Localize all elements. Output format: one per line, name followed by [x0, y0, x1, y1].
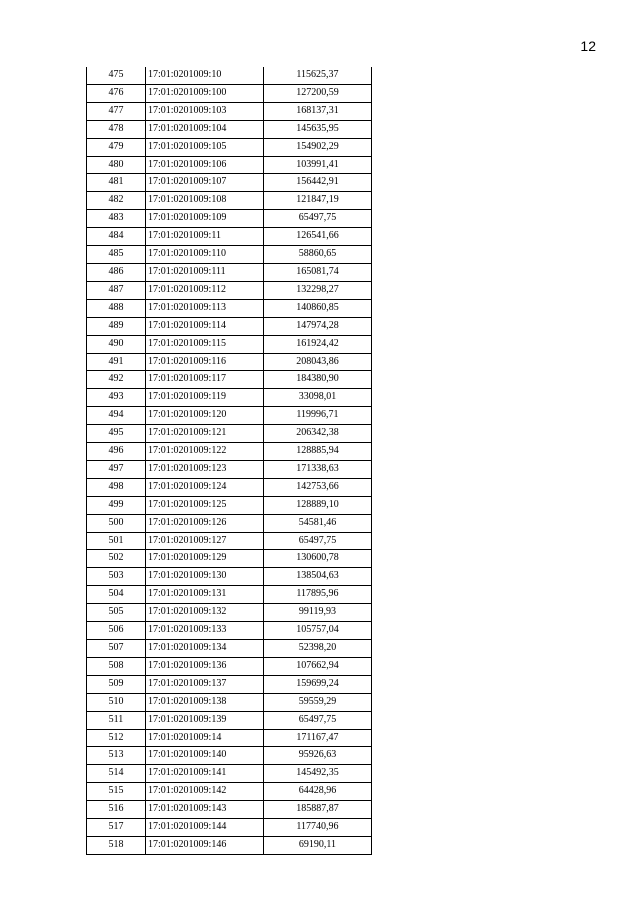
cadastral-value-cell: 119996,71 [264, 407, 372, 425]
row-number-cell: 511 [87, 711, 146, 729]
row-number-cell: 510 [87, 693, 146, 711]
cadastral-number-cell: 17:01:0201009:136 [146, 657, 264, 675]
row-number-cell: 518 [87, 836, 146, 854]
cadastral-number-cell: 17:01:0201009:10 [146, 67, 264, 84]
row-number-cell: 504 [87, 586, 146, 604]
cadastral-value-cell: 159699,24 [264, 675, 372, 693]
cadastral-number-cell: 17:01:0201009:129 [146, 550, 264, 568]
cadastral-value-cell: 171167,47 [264, 729, 372, 747]
cadastral-number-cell: 17:01:0201009:143 [146, 801, 264, 819]
row-number-cell: 487 [87, 281, 146, 299]
table-row [87, 819, 372, 837]
table-body [87, 67, 372, 854]
cadastral-number-cell: 17:01:0201009:109 [146, 210, 264, 228]
row-number-cell: 500 [87, 514, 146, 532]
cadastral-value-cell: 95926,63 [264, 747, 372, 765]
table-row [87, 443, 372, 461]
row-number-cell: 485 [87, 246, 146, 264]
row-number-cell: 497 [87, 460, 146, 478]
table-row [87, 246, 372, 264]
table-row [87, 120, 372, 138]
row-number-cell: 515 [87, 783, 146, 801]
table-row [87, 317, 372, 335]
cadastral-number-cell: 17:01:0201009:125 [146, 496, 264, 514]
cadastral-number-cell: 17:01:0201009:141 [146, 765, 264, 783]
table-row [87, 532, 372, 550]
cadastral-number-cell: 17:01:0201009:115 [146, 335, 264, 353]
cadastral-value-cell: 117895,96 [264, 586, 372, 604]
table-row [87, 353, 372, 371]
cadastral-value-cell: 161924,42 [264, 335, 372, 353]
cadastral-number-cell: 17:01:0201009:106 [146, 156, 264, 174]
cadastral-value-cell: 105757,04 [264, 622, 372, 640]
cadastral-value-cell: 121847,19 [264, 192, 372, 210]
cadastral-value-cell: 65497,75 [264, 210, 372, 228]
table-row [87, 460, 372, 478]
cadastral-number-cell: 17:01:0201009:11 [146, 228, 264, 246]
cadastral-value-cell: 156442,91 [264, 174, 372, 192]
table-row [87, 407, 372, 425]
row-number-cell: 492 [87, 371, 146, 389]
cadastral-number-cell: 17:01:0201009:137 [146, 675, 264, 693]
row-number-cell: 478 [87, 120, 146, 138]
cadastral-number-cell: 17:01:0201009:131 [146, 586, 264, 604]
cadastral-value-cell: 128889,10 [264, 496, 372, 514]
table-row [87, 371, 372, 389]
cadastral-value-cell: 208043,86 [264, 353, 372, 371]
cadastral-value-cell: 154902,29 [264, 138, 372, 156]
cadastral-number-cell: 17:01:0201009:126 [146, 514, 264, 532]
cadastral-value-cell: 206342,38 [264, 425, 372, 443]
cadastral-value-cell: 58860,65 [264, 246, 372, 264]
row-number-cell: 498 [87, 478, 146, 496]
table-row [87, 478, 372, 496]
cadastral-value-cell: 130600,78 [264, 550, 372, 568]
cadastral-value-cell: 142753,66 [264, 478, 372, 496]
cadastral-number-cell: 17:01:0201009:122 [146, 443, 264, 461]
cadastral-value-cell: 115625,37 [264, 67, 372, 84]
cadastral-value-cell: 52398,20 [264, 640, 372, 658]
cadastral-number-cell: 17:01:0201009:104 [146, 120, 264, 138]
table-row [87, 281, 372, 299]
table-row [87, 711, 372, 729]
cadastral-number-cell: 17:01:0201009:139 [146, 711, 264, 729]
table-row [87, 299, 372, 317]
table-row [87, 138, 372, 156]
table-row [87, 675, 372, 693]
cadastral-number-cell: 17:01:0201009:144 [146, 819, 264, 837]
row-number-cell: 514 [87, 765, 146, 783]
cadastral-number-cell: 17:01:0201009:100 [146, 84, 264, 102]
row-number-cell: 516 [87, 801, 146, 819]
row-number-cell: 494 [87, 407, 146, 425]
table-row [87, 550, 372, 568]
row-number-cell: 483 [87, 210, 146, 228]
cadastral-number-cell: 17:01:0201009:127 [146, 532, 264, 550]
cadastral-number-cell: 17:01:0201009:114 [146, 317, 264, 335]
row-number-cell: 517 [87, 819, 146, 837]
cadastral-value-cell: 64428,96 [264, 783, 372, 801]
row-number-cell: 484 [87, 228, 146, 246]
cadastral-value-cell: 165081,74 [264, 263, 372, 281]
table-row [87, 765, 372, 783]
cadastral-number-cell: 17:01:0201009:112 [146, 281, 264, 299]
table-row [87, 783, 372, 801]
row-number-cell: 480 [87, 156, 146, 174]
table-row [87, 210, 372, 228]
table-row [87, 389, 372, 407]
cadastral-value-cell: 33098,01 [264, 389, 372, 407]
cadastral-value-cell: 65497,75 [264, 711, 372, 729]
cadastral-number-cell: 17:01:0201009:105 [146, 138, 264, 156]
cadastral-number-cell: 17:01:0201009:108 [146, 192, 264, 210]
row-number-cell: 496 [87, 443, 146, 461]
row-number-cell: 509 [87, 675, 146, 693]
cadastral-number-cell: 17:01:0201009:113 [146, 299, 264, 317]
cadastral-value-cell: 185887,87 [264, 801, 372, 819]
cadastral-value-cell: 127200,59 [264, 84, 372, 102]
cadastral-number-cell: 17:01:0201009:107 [146, 174, 264, 192]
cadastral-value-table [86, 67, 372, 855]
table-row [87, 102, 372, 120]
table-row [87, 263, 372, 281]
cadastral-number-cell: 17:01:0201009:119 [146, 389, 264, 407]
cadastral-number-cell: 17:01:0201009:140 [146, 747, 264, 765]
cadastral-number-cell: 17:01:0201009:110 [146, 246, 264, 264]
row-number-cell: 507 [87, 640, 146, 658]
table-row [87, 425, 372, 443]
cadastral-number-cell: 17:01:0201009:14 [146, 729, 264, 747]
row-number-cell: 512 [87, 729, 146, 747]
cadastral-value-cell: 59559,29 [264, 693, 372, 711]
cadastral-number-cell: 17:01:0201009:123 [146, 460, 264, 478]
table-row [87, 67, 372, 84]
row-number-cell: 475 [87, 67, 146, 84]
cadastral-number-cell: 17:01:0201009:134 [146, 640, 264, 658]
table-row [87, 836, 372, 854]
cadastral-number-cell: 17:01:0201009:133 [146, 622, 264, 640]
row-number-cell: 488 [87, 299, 146, 317]
cadastral-number-cell: 17:01:0201009:146 [146, 836, 264, 854]
table-row [87, 729, 372, 747]
cadastral-value-cell: 171338,63 [264, 460, 372, 478]
table-row [87, 801, 372, 819]
table-row [87, 156, 372, 174]
cadastral-value-cell: 140860,85 [264, 299, 372, 317]
table-row [87, 693, 372, 711]
table-row [87, 496, 372, 514]
row-number-cell: 502 [87, 550, 146, 568]
cadastral-value-cell: 147974,28 [264, 317, 372, 335]
cadastral-value-cell: 145492,35 [264, 765, 372, 783]
cadastral-value-cell: 103991,41 [264, 156, 372, 174]
cadastral-number-cell: 17:01:0201009:117 [146, 371, 264, 389]
row-number-cell: 508 [87, 657, 146, 675]
table-row [87, 622, 372, 640]
table-row [87, 335, 372, 353]
cadastral-number-cell: 17:01:0201009:132 [146, 604, 264, 622]
cadastral-value-cell: 99119,93 [264, 604, 372, 622]
row-number-cell: 482 [87, 192, 146, 210]
cadastral-number-cell: 17:01:0201009:111 [146, 263, 264, 281]
row-number-cell: 501 [87, 532, 146, 550]
row-number-cell: 489 [87, 317, 146, 335]
row-number-cell: 477 [87, 102, 146, 120]
cadastral-number-cell: 17:01:0201009:138 [146, 693, 264, 711]
cadastral-value-cell: 54581,46 [264, 514, 372, 532]
row-number-cell: 493 [87, 389, 146, 407]
row-number-cell: 513 [87, 747, 146, 765]
cadastral-value-cell: 168137,31 [264, 102, 372, 120]
table-row [87, 84, 372, 102]
row-number-cell: 499 [87, 496, 146, 514]
table-row [87, 640, 372, 658]
table-row [87, 604, 372, 622]
table-row [87, 228, 372, 246]
cadastral-value-cell: 128885,94 [264, 443, 372, 461]
cadastral-value-cell: 69190,11 [264, 836, 372, 854]
cadastral-value-cell: 107662,94 [264, 657, 372, 675]
table-row [87, 514, 372, 532]
cadastral-number-cell: 17:01:0201009:130 [146, 568, 264, 586]
row-number-cell: 481 [87, 174, 146, 192]
cadastral-value-cell: 184380,90 [264, 371, 372, 389]
page-number: 12 [580, 38, 596, 54]
cadastral-number-cell: 17:01:0201009:121 [146, 425, 264, 443]
row-number-cell: 490 [87, 335, 146, 353]
row-number-cell: 495 [87, 425, 146, 443]
cadastral-number-cell: 17:01:0201009:124 [146, 478, 264, 496]
table-row [87, 586, 372, 604]
table-row [87, 657, 372, 675]
table-row [87, 174, 372, 192]
table-row [87, 192, 372, 210]
row-number-cell: 479 [87, 138, 146, 156]
cadastral-value-cell: 145635,95 [264, 120, 372, 138]
cadastral-number-cell: 17:01:0201009:103 [146, 102, 264, 120]
cadastral-number-cell: 17:01:0201009:120 [146, 407, 264, 425]
row-number-cell: 506 [87, 622, 146, 640]
cadastral-number-cell: 17:01:0201009:142 [146, 783, 264, 801]
table-row [87, 568, 372, 586]
row-number-cell: 503 [87, 568, 146, 586]
cadastral-number-cell: 17:01:0201009:116 [146, 353, 264, 371]
cadastral-value-cell: 126541,66 [264, 228, 372, 246]
row-number-cell: 505 [87, 604, 146, 622]
cadastral-value-cell: 117740,96 [264, 819, 372, 837]
cadastral-value-cell: 65497,75 [264, 532, 372, 550]
row-number-cell: 491 [87, 353, 146, 371]
table-row [87, 747, 372, 765]
row-number-cell: 476 [87, 84, 146, 102]
cadastral-value-cell: 138504,63 [264, 568, 372, 586]
cadastral-value-cell: 132298,27 [264, 281, 372, 299]
row-number-cell: 486 [87, 263, 146, 281]
